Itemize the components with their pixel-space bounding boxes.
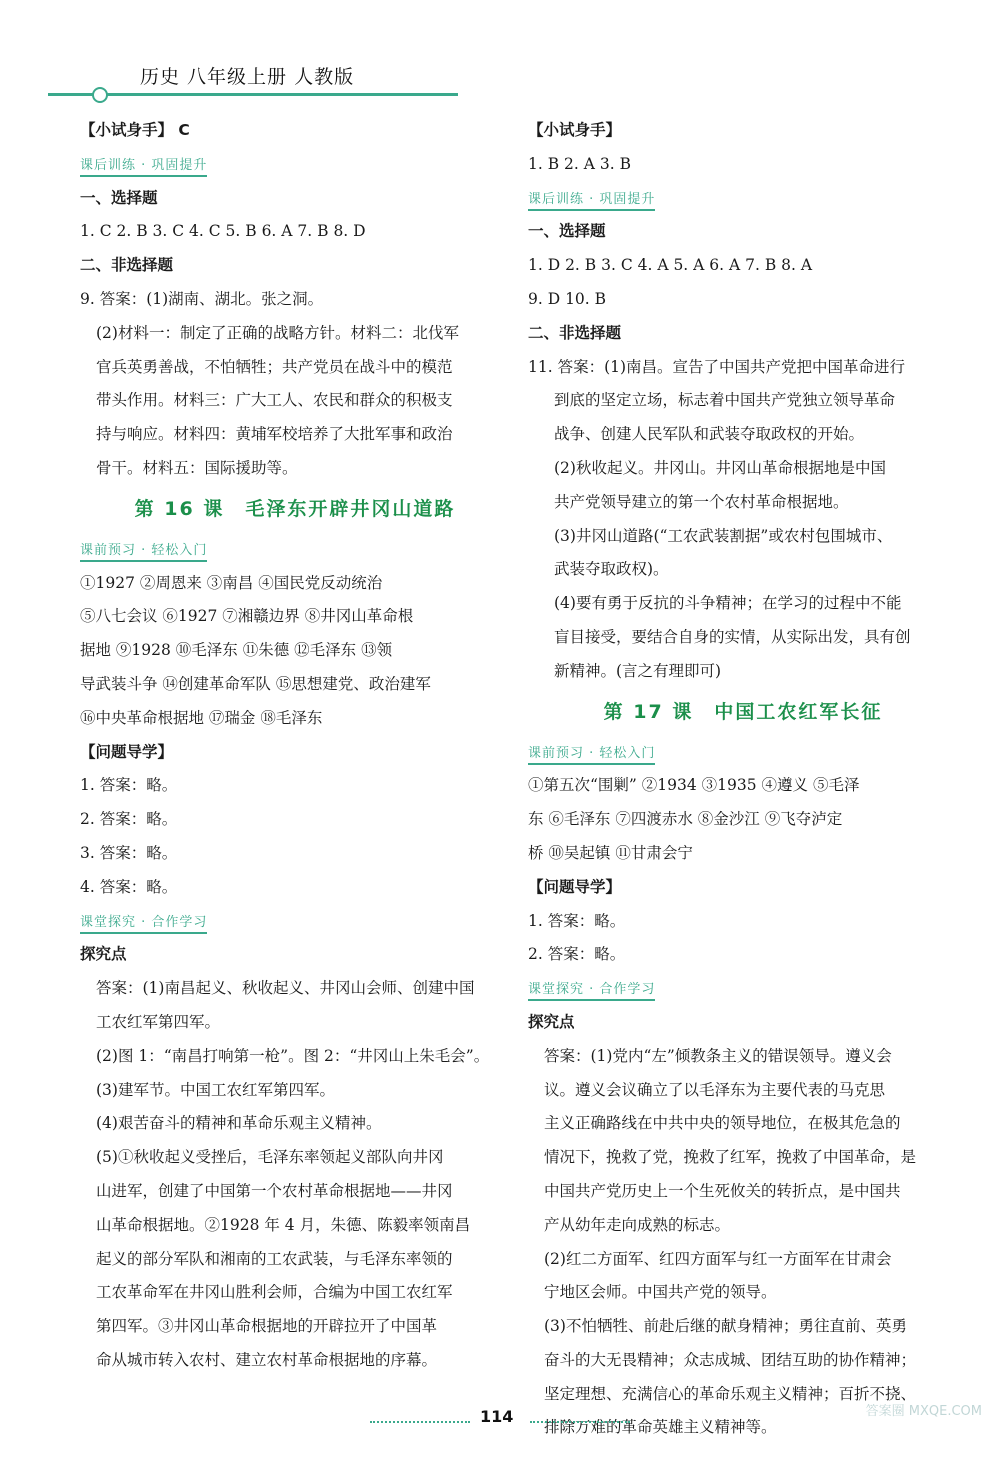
section-heading: 二、非选择题 (80, 256, 174, 275)
text-line: 宁地区会师。中国共产党的领导。 (544, 1283, 777, 1302)
section-tag-label: 课后训练 · 巩固提升 (80, 157, 207, 177)
section-heading: 【问题导学】 (528, 877, 622, 896)
text-line: (5)①秋收起义受挫后，毛泽东率领起义部队向井冈 (96, 1148, 444, 1167)
text-line: 东 ⑥毛泽东 ⑦四渡赤水 ⑧金沙江 ⑨飞夺泸定 (528, 810, 843, 829)
text-line: 答案：(1)南昌起义、秋收起义、井冈山会师、创建中国 (96, 979, 475, 998)
text-line: 新精神。(言之有理即可) (554, 661, 722, 680)
text-line: 1. C 2. B 3. C 4. C 5. B 6. A 7. B 8. D (80, 222, 366, 241)
section-tag (80, 533, 510, 567)
right-column (528, 114, 958, 1445)
text-line: 11. 答案：(1)南昌。宣告了中国共产党把中国革命进行 (528, 357, 906, 376)
text-line: (4)要有勇于反抗的斗争精神；在学习的过程中不能 (554, 594, 902, 613)
text-line: ①1927 ②周恩来 ③南昌 ④国民党反动统治 (80, 573, 383, 592)
text-line: 情况下，挽救了党，挽救了红军，挽救了中国革命，是 (544, 1148, 917, 1167)
text-line: 官兵英勇善战，不怕牺牲；共产党员在战斗中的模范 (96, 357, 453, 376)
section-heading: 探究点 (528, 1012, 575, 1031)
text-line: 奋斗的大无畏精神；众志成城、团结互助的协作精神； (544, 1350, 917, 1369)
page-number: 114 (480, 1407, 514, 1426)
watermark: 答案圈 MXQE.COM (865, 1404, 982, 1419)
section-tag-label: 课堂探究 · 合作学习 (80, 914, 207, 934)
text-line: 共产党领导建立的第一个农村革命根据地。 (554, 492, 849, 511)
text-line: 议。遵义会议确立了以毛泽东为主要代表的马克思 (544, 1080, 886, 1099)
header-ornament (92, 87, 108, 103)
text-line: 9. D 10. B (528, 289, 607, 308)
text-line: 骨干。材料五：国际援助等。 (96, 458, 298, 477)
footer-rule-left (370, 1421, 470, 1423)
text-line: 1. D 2. B 3. C 4. A 5. A 6. A 7. B 8. A (528, 256, 813, 275)
text-line: 工农红军第四军。 (96, 1012, 221, 1031)
lesson-heading: 第 16 课 毛泽东开辟井冈山道路 (134, 497, 456, 520)
text-line: (2)红二方面军、红四方面军与红一方面军在甘肃会 (544, 1249, 892, 1268)
section-heading: 一、选择题 (80, 188, 158, 207)
left-column (80, 114, 510, 1378)
text-line: 带头作用。材料三：广大工人、农民和群众的积极支 (96, 391, 453, 410)
section-heading: 【小试身手】 (528, 121, 622, 139)
text-line: 答案：(1)党内“左”倾教条主义的错误领导。遵义会 (544, 1046, 892, 1065)
text-line: 持与响应。材料四：黄埔军校培养了大批军事和政治 (96, 425, 453, 444)
text-line: ⑯中央革命根据地 ⑰瑞金 ⑱毛泽东 (80, 708, 323, 727)
text-line: 命从城市转入农村、建立农村革命根据地的序幕。 (96, 1350, 438, 1369)
text-line: 3. 答案：略。 (80, 843, 178, 862)
section-heading: 【小试身手】 C (80, 121, 190, 139)
text-line: 据地 ⑨1928 ⑩毛泽东 ⑪朱德 ⑫毛泽东 ⑬领 (80, 641, 393, 660)
text-line: ⑤八七会议 ⑥1927 ⑦湘赣边界 ⑧井冈山革命根 (80, 607, 414, 626)
text-line: 工农革命军在井冈山胜利会师，合编为中国工农红军 (96, 1283, 453, 1302)
text-line: 武装夺取政权)。 (554, 560, 669, 579)
text-line: (2)秋收起义。井冈山。井冈山革命根据地是中国 (554, 458, 886, 477)
text-line: 起义的部分军队和湘南的工农武装，与毛泽东率领的 (96, 1249, 453, 1268)
text-line: 中国共产党历史上一个生死攸关的转折点，是中国共 (544, 1181, 901, 1200)
header-rule (48, 93, 458, 96)
section-tag-label: 课前预习 · 轻松入门 (528, 745, 655, 765)
text-line: 1. 答案：略。 (528, 911, 626, 930)
section-tag-label: 课后训练 · 巩固提升 (528, 191, 655, 211)
section-tag (528, 972, 958, 1006)
text-line: (3)不怕牺牲、前赴后继的献身精神；勇往直前、英勇 (544, 1317, 907, 1336)
section-heading: 【问题导学】 (80, 742, 174, 761)
text-line: 1. 答案：略。 (80, 776, 178, 795)
text-line: 9. 答案：(1)湖南、湖北。张之洞。 (80, 289, 324, 308)
footer-rule-right (530, 1421, 630, 1423)
section-tag-label: 课堂探究 · 合作学习 (528, 981, 655, 1001)
section-tag (80, 148, 510, 182)
section-tag (80, 905, 510, 939)
text-line: 2. 答案：略。 (528, 945, 626, 964)
text-line: 盲目接受，要结合自身的实情，从实际出发，具有创 (554, 627, 911, 646)
section-tag-label: 课前预习 · 轻松入门 (80, 542, 207, 562)
text-line: 战争、创建人民军队和武装夺取政权的开始。 (554, 425, 865, 444)
text-line: 1. B 2. A 3. B (528, 154, 631, 173)
lesson-heading: 第 17 课 中国工农红军长征 (603, 700, 883, 723)
text-line: 导武装斗争 ⑭创建革命军队 ⑮思想建党、政治建军 (80, 674, 431, 693)
text-line: (2)材料一：制定了正确的战略方针。材料二：北伐军 (96, 323, 459, 342)
section-tag (528, 182, 958, 216)
text-line: 产从幼年走向成熟的标志。 (544, 1215, 731, 1234)
text-line: 山进军，创建了中国第一个农村革命根据地——井冈 (96, 1181, 453, 1200)
text-line: (3)井冈山道路(“工农武装割据”或农村包围城市、 (554, 526, 893, 545)
text-line: (4)艰苦奋斗的精神和革命乐观主义精神。 (96, 1114, 382, 1133)
text-line: 4. 答案：略。 (80, 877, 178, 896)
text-line: 桥 ⑩吴起镇 ⑪甘肃会宁 (528, 843, 693, 862)
text-line: 2. 答案：略。 (80, 810, 178, 829)
text-line: (3)建军节。中国工农红军第四军。 (96, 1080, 335, 1099)
text-line: (2)图 1：“南昌打响第一枪”。图 2：“井冈山上朱毛会”。 (96, 1046, 490, 1065)
text-line: 山革命根据地。②1928 年 4 月，朱德、陈毅率领南昌 (96, 1215, 471, 1234)
section-heading: 一、选择题 (528, 222, 606, 241)
section-heading: 二、非选择题 (528, 323, 622, 342)
text-line: 排除万难的革命英雄主义精神等。 (544, 1418, 777, 1437)
text-line: 主义正确路线在中共中央的领导地位，在极其危急的 (544, 1114, 901, 1133)
text-line: 第四军。③井冈山革命根据地的开辟拉开了中国革 (96, 1317, 438, 1336)
text-line: 坚定理想、充满信心的革命乐观主义精神；百折不挠、 (544, 1384, 917, 1403)
section-tag (528, 736, 958, 770)
page-header-title: 历史 八年级上册 人教版 (140, 66, 355, 88)
text-line: ①第五次“围剿” ②1934 ③1935 ④遵义 ⑤毛泽 (528, 776, 860, 795)
text-line: 到底的坚定立场，标志着中国共产党独立领导革命 (554, 391, 896, 410)
section-heading: 探究点 (80, 945, 127, 964)
